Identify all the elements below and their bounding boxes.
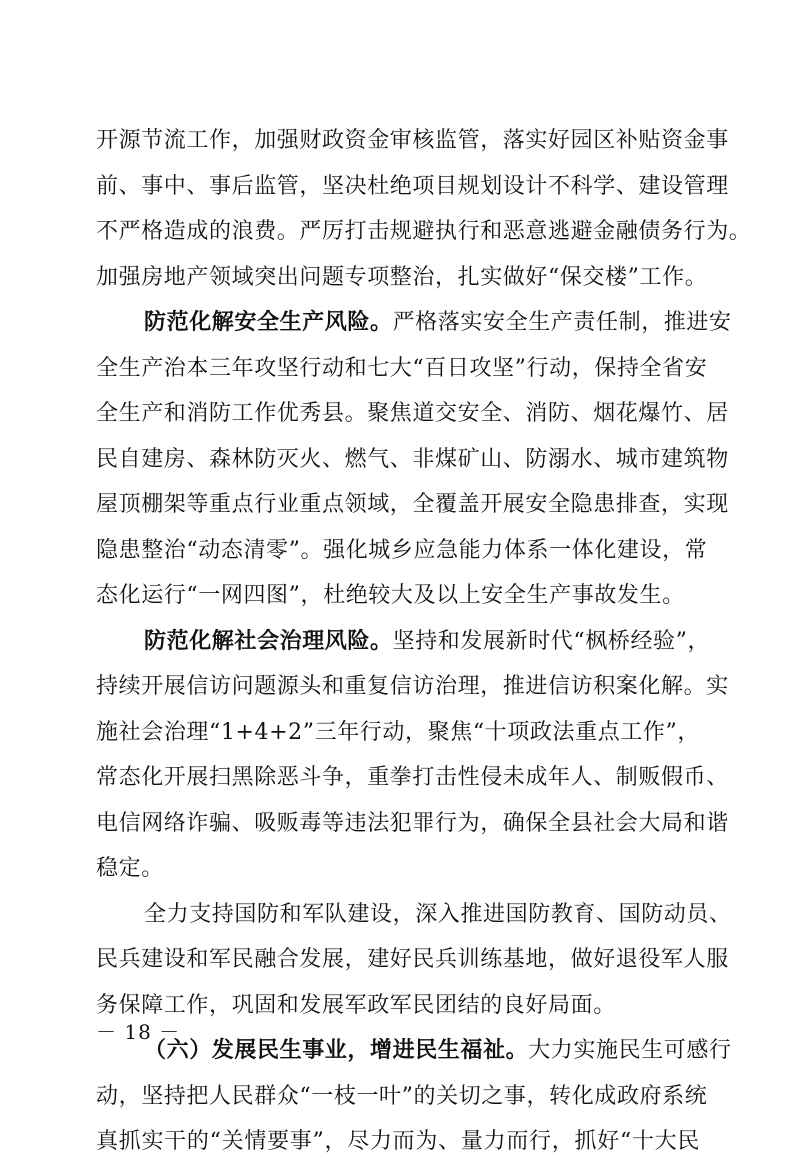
paragraph-first-line: 全力支持国防和军队建设，深入推进国防教育、国防动员、 <box>144 901 732 927</box>
text-line: 隐患整治“动态清零”。强化城乡应急能力体系一体化建设，常 <box>96 537 708 563</box>
text-line: 开源节流工作，加强财政资金审核监管，落实好园区补贴资金事 <box>96 128 729 153</box>
text-line: 态化运行“一网四图”，杜绝较大及以上安全生产事故发生。 <box>96 583 685 608</box>
text-line: 常态化开展扫黑除恶斗争，重拳打击性侵未成年人、制贩假币、 <box>96 765 729 790</box>
text-line: 不严格造成的浪费。严厉打击规避执行和恶意逃避金融债务行为。 <box>96 219 752 244</box>
body-text <box>96 118 752 1165</box>
text-line: 全生产治本三年攻坚行动和七大“百日攻坚”行动，保持全省安 <box>96 355 708 381</box>
text-run: 严格落实安全生产责任制，推进安 <box>392 310 732 335</box>
text-line: 屋顶棚架等重点行业重点领域，全覆盖开展安全隐患排查，实现 <box>96 492 729 517</box>
text-line: 稳定。 <box>96 856 164 881</box>
text-line: 施社会治理“1+4+2”三年行动，聚焦“十项政法重点工作”， <box>96 719 700 745</box>
page-number: － 18 － <box>96 1020 181 1044</box>
section-heading: （六）发展民生事业，增进民生福祉。 <box>144 1038 529 1063</box>
paragraph-first-line <box>96 1028 732 1074</box>
text-line: 民自建房、森林防灭火、燃气、非煤矿山、防溺水、城市建筑物 <box>96 446 729 472</box>
text-line: 民兵建设和军民融合发展，建好民兵训练基地，做好退役军人服 <box>96 947 729 972</box>
paragraph-first-line <box>96 300 732 346</box>
text-line: 真抓实干的“关情要事”，尽力而为、量力而行，抓好“十大民 <box>96 1129 700 1154</box>
text-run: 大力实施民生可感行 <box>528 1038 732 1063</box>
text-line: 全生产和消防工作优秀县。聚焦道交安全、消防、烟花爆竹、居 <box>96 401 729 426</box>
text-line: 电信网络诈骗、吸贩毒等违法犯罪行为，确保全县社会大局和谐 <box>96 810 729 836</box>
paragraph-heading: 防范化解安全生产风险。 <box>144 310 393 335</box>
text-line: 持续开展信访问题源头和重复信访治理，推进信访积案化解。实 <box>96 674 729 699</box>
text-line: 动，坚持把人民群众“一枝一叶”的关切之事，转化成政府系统 <box>96 1083 708 1109</box>
text-line: 加强房地产领域突出问题专项整治，扎实做好“保交楼”工作。 <box>96 264 708 290</box>
paragraph-first-line <box>96 619 711 665</box>
paragraph-heading: 防范化解社会治理风险。 <box>144 628 393 654</box>
text-line: 前、事中、事后监管，坚决杜绝项目规划设计不科学、建设管理 <box>96 173 729 199</box>
text-run: 坚持和发展新时代“枫桥经验”， <box>392 628 711 654</box>
text-line: 务保障工作，巩固和发展军政军民团结的良好局面。 <box>96 992 616 1018</box>
